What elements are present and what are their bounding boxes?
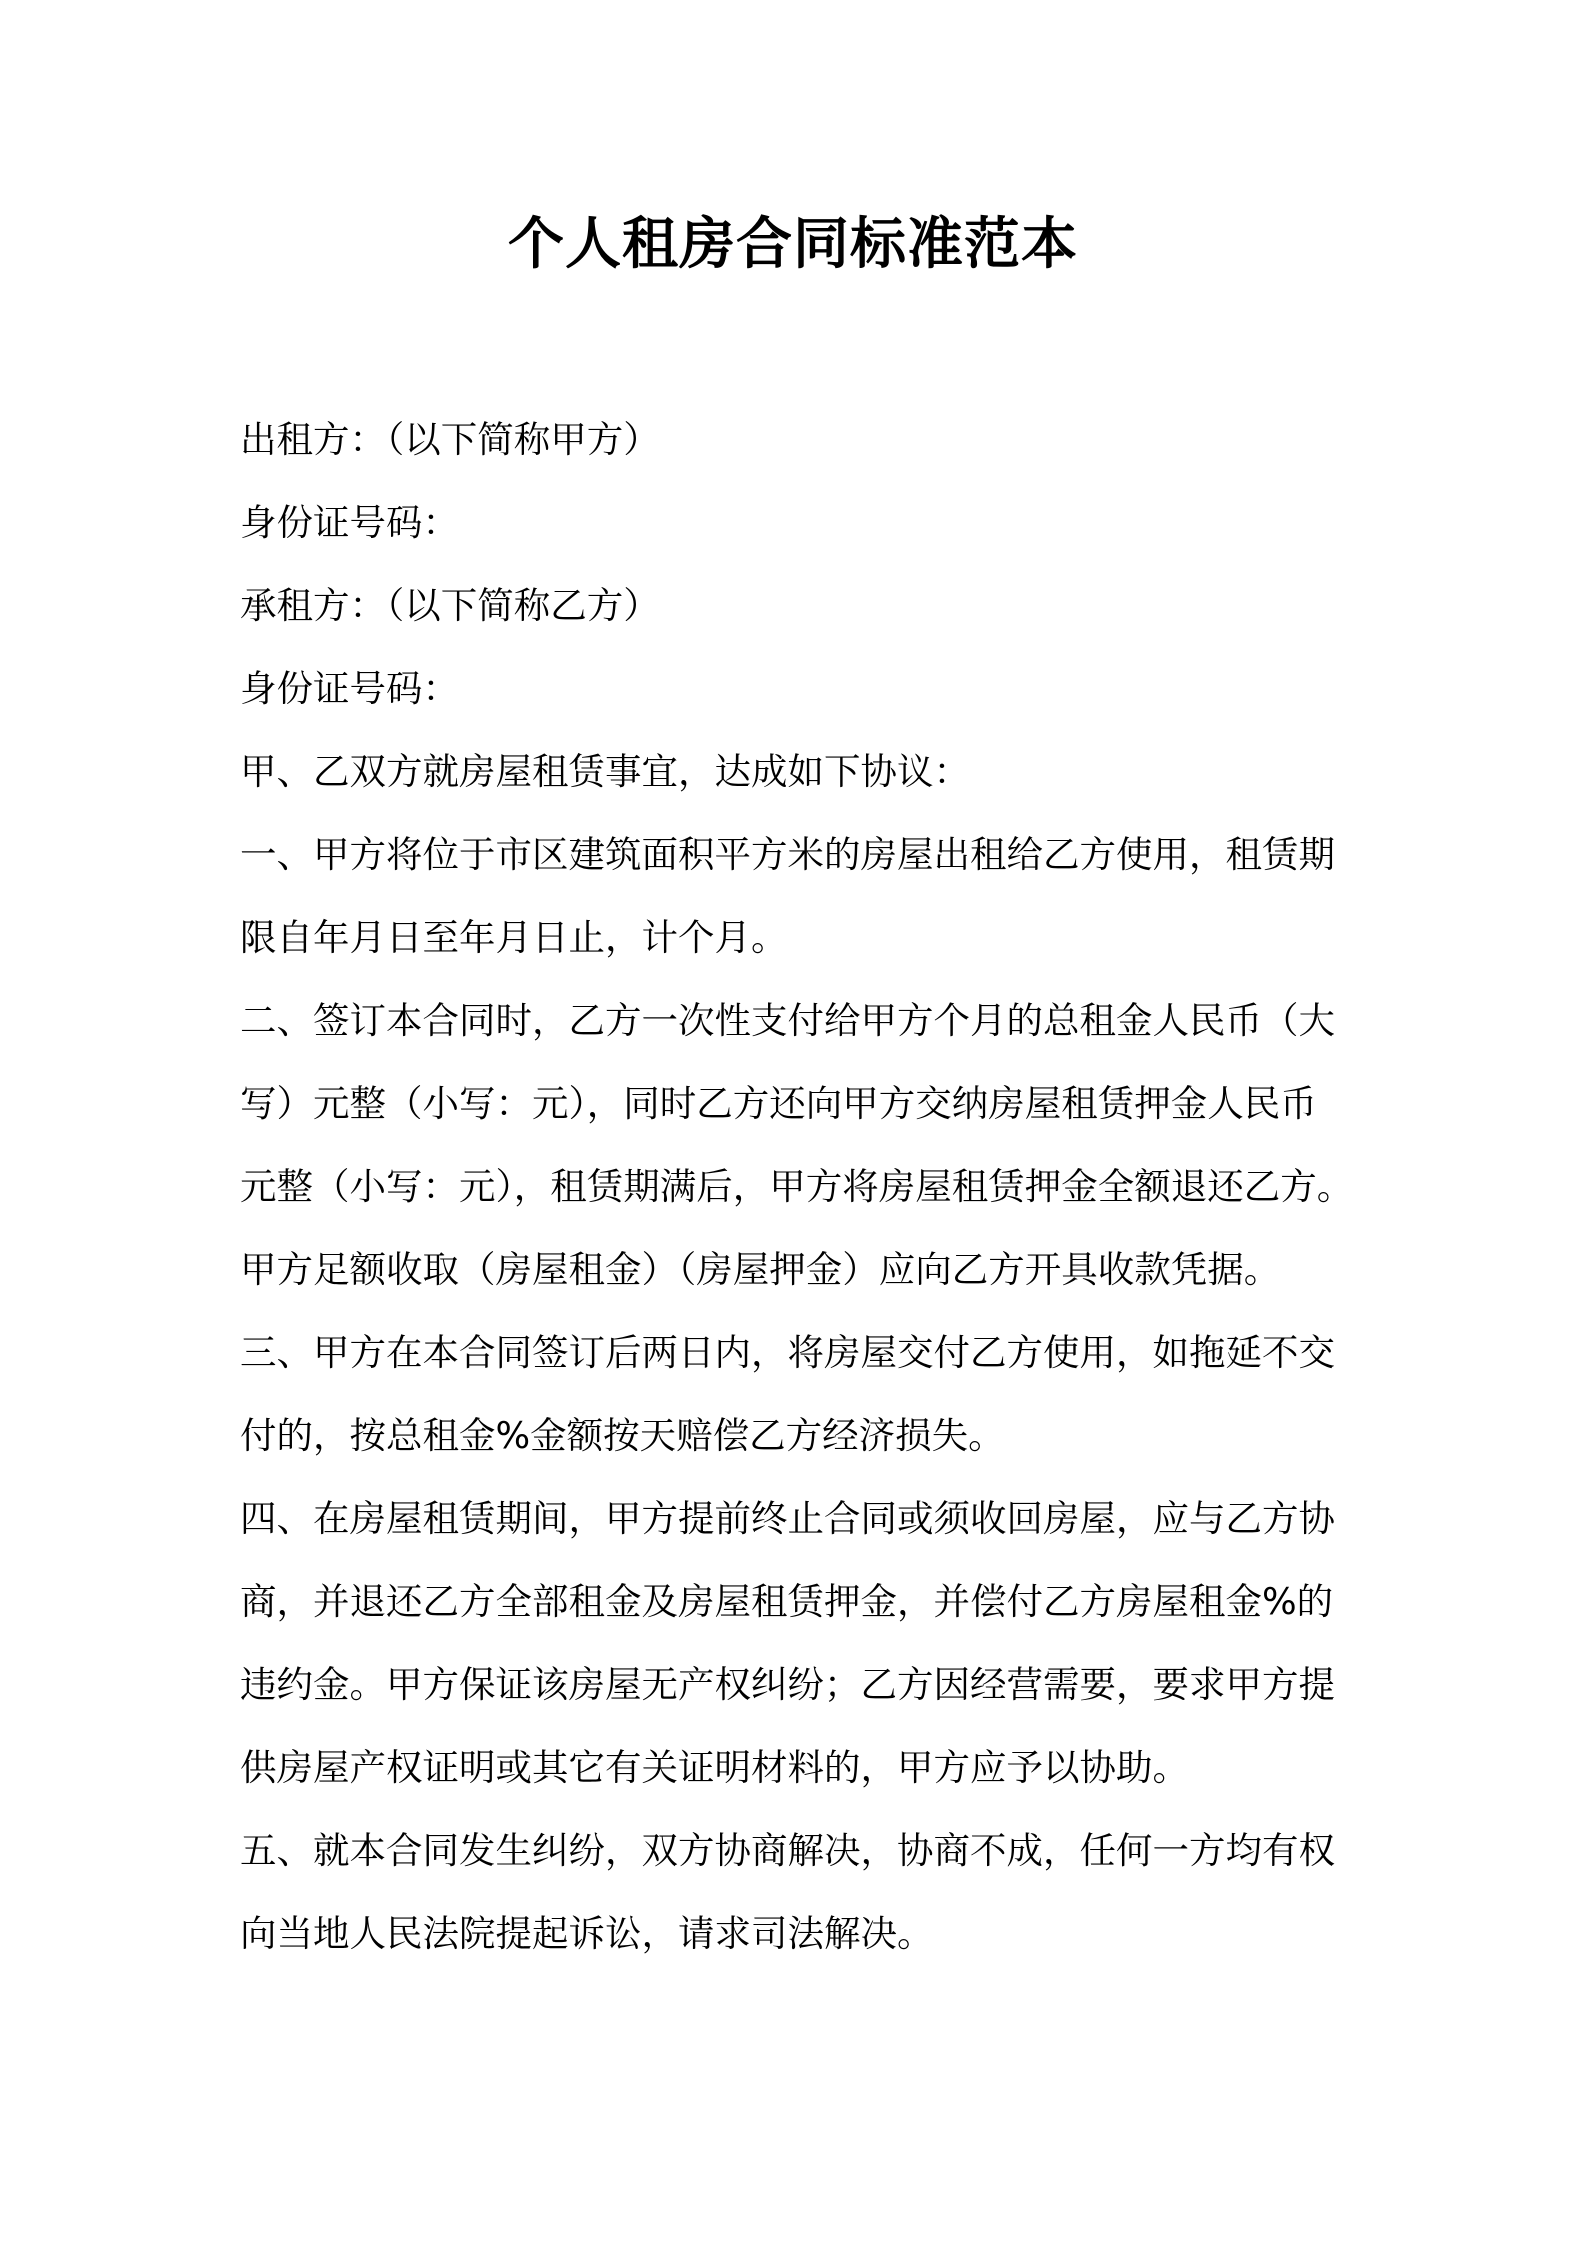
- clause-3-line-2: 付的，按总租金%金额按天赔偿乙方经济损失。: [240, 1414, 1005, 1457]
- lessor-id-line: 身份证号码：: [240, 501, 459, 544]
- clause-2-line-1: 二、签订本合同时，乙方一次性支付给甲方个月的总租金人民币（大: [240, 999, 1335, 1042]
- clause-2-line-2: 写）元整（小写：元），同时乙方还向甲方交纳房屋租赁押金人民币: [240, 1082, 1317, 1125]
- clause-4-line-4: 供房屋产权证明或其它有关证明材料的，甲方应予以协助。: [240, 1746, 1189, 1789]
- clause-5-line-2: 向当地人民法院提起诉讼，请求司法解决。: [240, 1912, 934, 1955]
- clause-3-line-1: 三、甲方在本合同签订后两日内，将房屋交付乙方使用，如拖延不交: [240, 1331, 1335, 1374]
- clause-5-line-1: 五、就本合同发生纠纷，双方协商解决，协商不成，任何一方均有权: [240, 1829, 1335, 1872]
- clause-2-line-4: 甲方足额收取（房屋租金）（房屋押金）应向乙方开具收款凭据。: [240, 1248, 1281, 1291]
- clause-2-line-3: 元整（小写：元），租赁期满后，甲方将房屋租赁押金全额退还乙方。: [240, 1165, 1354, 1208]
- clause-4-line-3: 违约金。甲方保证该房屋无产权纠纷；乙方因经营需要，要求甲方提: [240, 1663, 1335, 1706]
- lessor-line: 出租方：（以下简称甲方）: [240, 418, 660, 461]
- clause-4-line-2: 商，并退还乙方全部租金及房屋租赁押金，并偿付乙方房屋租金%的: [240, 1580, 1334, 1623]
- clause-1-line-1: 一、甲方将位于市区建筑面积平方米的房屋出租给乙方使用，租赁期: [240, 833, 1335, 876]
- document-body: [240, 398, 1375, 1975]
- lessee-line: 承租方：（以下简称乙方）: [240, 584, 660, 627]
- document-title: 个人租房合同标准范本: [508, 212, 1078, 277]
- clause-1-line-2: 限自年月日至年月日止，计个月。: [240, 916, 788, 959]
- clause-4-line-1: 四、在房屋租赁期间，甲方提前终止合同或须收回房屋，应与乙方协: [240, 1497, 1335, 1540]
- lessee-id-line: 身份证号码：: [240, 667, 459, 710]
- agreement-intro-line: 甲、乙双方就房屋租赁事宜，达成如下协议：: [240, 750, 970, 793]
